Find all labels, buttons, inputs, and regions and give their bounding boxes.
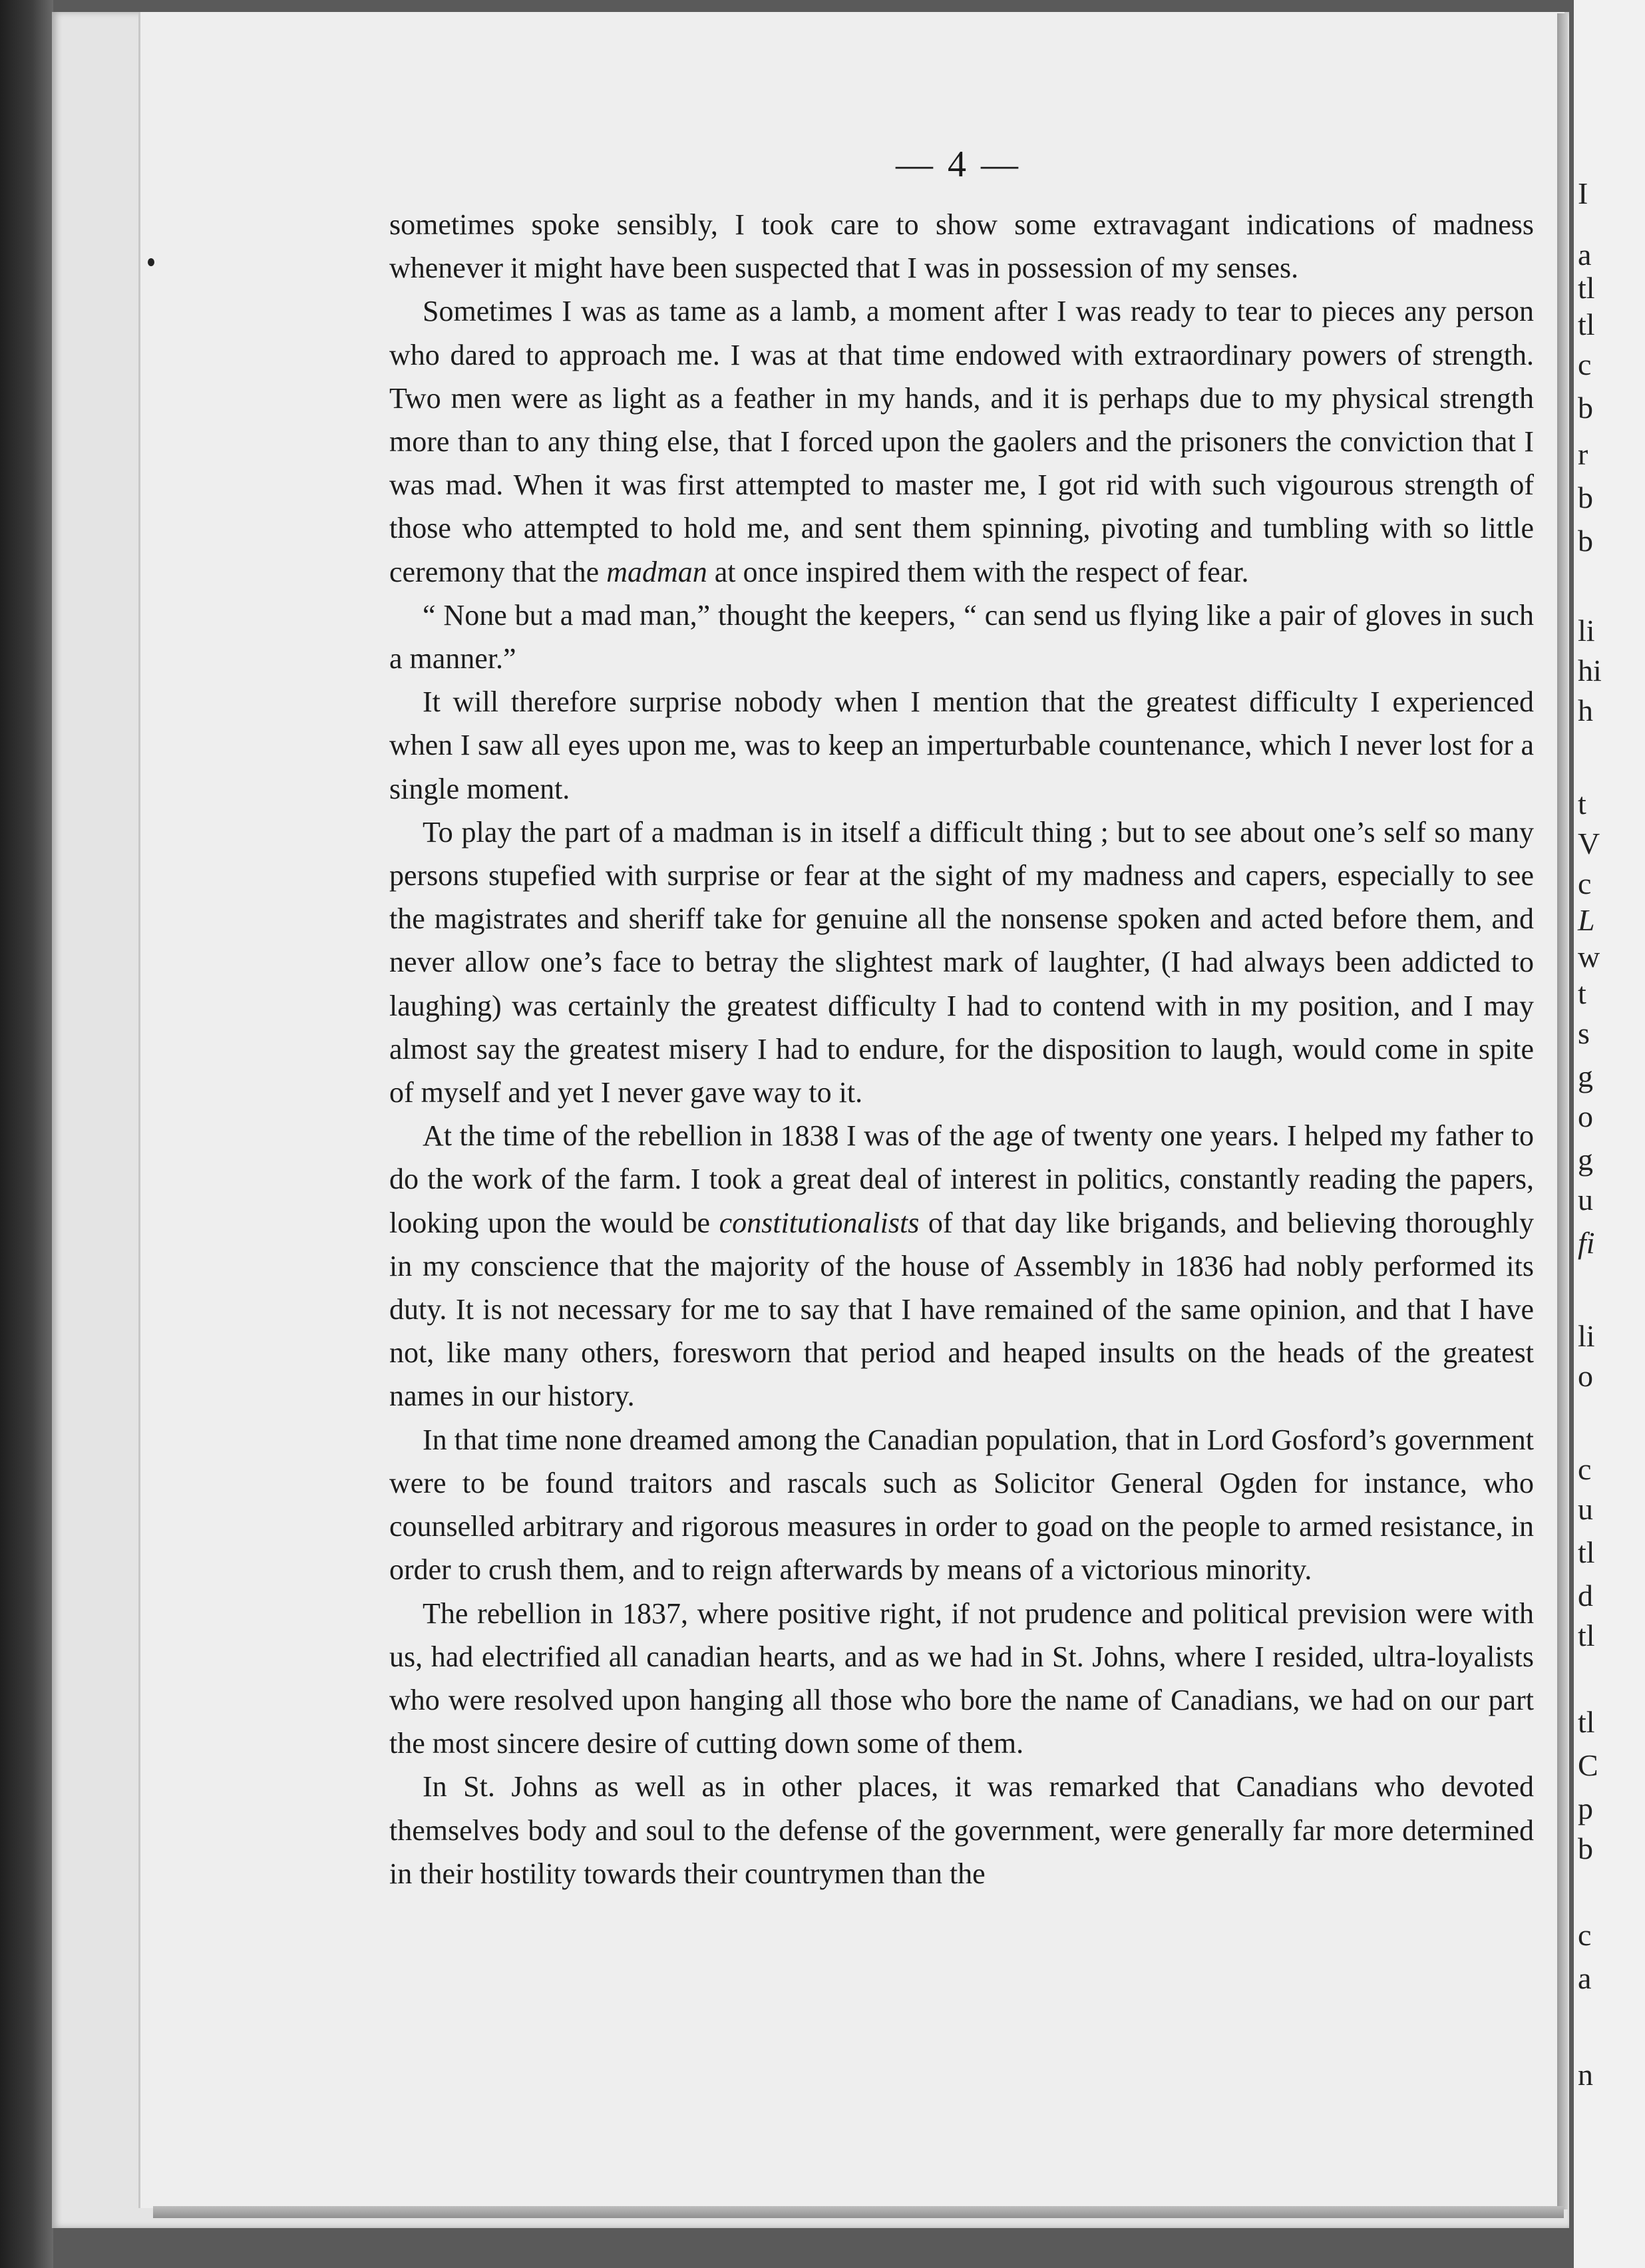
ink-speck (148, 258, 154, 266)
paragraph (389, 1765, 1534, 1895)
facing-page-letter: li (1578, 614, 1595, 648)
text-run: “ None but a mad man,” thought the keepers, “ can send us flying like a pair of gloves in such a manner.” (389, 598, 1534, 675)
facing-page-letter: C (1578, 1748, 1598, 1782)
facing-page-letter: o (1578, 1099, 1593, 1133)
text-run: of that day like brigands, and believing thoroughly in my conscience that the majority of the house of Assembly in 1836 had nobly performed its duty. It is not necessary for me to say that I have remained of the same opinion, and that I have not, like many others, foresworn that period and heaped insults on the heads of the greatest names in our history. (389, 1206, 1535, 1413)
facing-page-letter: h (1578, 693, 1593, 727)
paragraph (389, 811, 1534, 1114)
facing-page-letter: V (1578, 827, 1600, 860)
facing-page-letter: b (1578, 480, 1593, 514)
facing-page-letter: tl (1578, 307, 1595, 341)
paragraph (389, 680, 1534, 811)
facing-page-letter: t (1578, 976, 1586, 1010)
facing-page-letter: a (1578, 1961, 1592, 1995)
facing-page-letter: tl (1578, 1705, 1595, 1739)
facing-page-letter: c (1578, 1918, 1592, 1952)
paragraph (389, 289, 1534, 593)
facing-page-letter: c (1578, 347, 1592, 381)
paragraph (389, 1114, 1534, 1418)
facing-page-fragment (1574, 0, 1645, 2268)
facing-page-letter: tl (1578, 1618, 1595, 1652)
italic-text: constitutionalists (719, 1206, 920, 1239)
facing-page-letter: tl (1578, 271, 1595, 305)
facing-page-letter: g (1578, 1143, 1593, 1177)
text-run: To play the part of a madman is in itself a difficult thing ; but to see about one’s self so many persons stupefied with surprise or fear at the sight of my madness and capers, especially to see the magistrates and sheriff take for genuine all the nonsense spoken and acted before them, and never allow one’s face to betray the slightest mark of laughter, (I had always been addicted to laughing) was certainly the greatest difficulty I had to contend with in my position, and I may almost say the greatest misery I had to endure, for the disposition to laugh, would come in spite of myself and yet I never gave way to it. (389, 815, 1534, 1109)
facing-page-letter: b (1578, 391, 1593, 425)
facing-page-letter: L (1578, 903, 1595, 937)
facing-page-letter: p (1578, 1792, 1593, 1825)
text-run: sometimes spoke sensibly, I took care to show some extravagant indications of madness whenever it might have been suspected that I was in possession of my senses. (389, 208, 1534, 285)
facing-page-letter: u (1578, 1183, 1593, 1217)
paragraph (389, 1592, 1534, 1766)
page-bottom-edge (153, 2206, 1564, 2218)
paragraph (389, 1418, 1534, 1592)
text-run: Sometimes I was as tame as a lamb, a moment after I was ready to tear to pieces any person who dared to approach me. I was at that time endowed with extraordinary powers of strength. Two men were as light as a feather in my hands, and it is perhaps due to my physical strength more than to any thing else, that I forced upon the gaolers and the prisoners the conviction that I was mad. When it was first attempted to master me, I got rid with such vigourous strength of those who attempted to hold me, and sent them spinning, pivoting and tumbling with so little ceremony that the (389, 295, 1534, 588)
facing-page-letter: d (1578, 1579, 1593, 1612)
page-number: — 4 — (896, 144, 1021, 185)
facing-page-letter: g (1578, 1059, 1593, 1093)
facing-page-letter: u (1578, 1492, 1593, 1526)
text-run: It will therefore surprise nobody when I mention that the greatest difficulty I experienced when I saw all eyes upon me, was to keep an imperturbable countenance, which I never lost for a single moment. (389, 685, 1534, 805)
facing-page-letter: n (1578, 2058, 1593, 2092)
facing-page-letter: c (1578, 1452, 1592, 1486)
text-run: at once inspired them with the respect of fear. (707, 555, 1249, 588)
text-run: In that time none dreamed among the Canadian population, that in Lord Gosford’s government were to be found traitors and rascals such as Solicitor General Ogden for instance, who counselled arbitrary and rigorous measures in order to goad on the people to armed resistance, in order to crush them, and to reign afterwards by means of a victorious minority. (389, 1423, 1534, 1587)
scan-edge-left (0, 0, 53, 2268)
facing-page-letter: a (1578, 238, 1592, 272)
facing-page-letter: c (1578, 866, 1592, 900)
facing-page-letter: b (1578, 524, 1593, 558)
text-run: The rebellion in 1837, where positive right, if not prudence and political prevision were with us, had electrified all canadian hearts, and as we had in St. Johns, where I resided, ultra-loyalists who were resolved upon hanging all those who bore the name of Canadians, we had on our part the most sincere desire of cutting down some of them. (389, 1597, 1534, 1760)
facing-page-letter: s (1578, 1016, 1590, 1050)
paragraph (389, 594, 1534, 680)
paragraph (389, 203, 1534, 289)
facing-page-letter: t (1578, 787, 1586, 821)
facing-page-letter: I (1578, 176, 1588, 210)
facing-page-letter: fi (1578, 1226, 1595, 1260)
facing-page-letter: r (1578, 437, 1588, 471)
facing-page-letter: hi (1578, 654, 1602, 687)
text-run: In St. Johns as well as in other places, it was remarked that Canadians who devoted themselves body and soul to the defense of the government, were generally far more determined in their hostility towards their countrymen than the (389, 1770, 1534, 1890)
body-text (389, 203, 1534, 1895)
facing-page-letter: b (1578, 1831, 1593, 1865)
italic-text: madman (606, 555, 707, 588)
facing-page-letter: tl (1578, 1535, 1595, 1569)
page-fold-shadow (1557, 13, 1568, 2209)
text-run: At the time of the rebellion in 1838 I was of the age of twenty one years. I helped my father to do the work of the farm. I took a great deal of interest in politics, constantly reading the papers, looking upon the would be (389, 1119, 1534, 1239)
facing-page-letter: w (1578, 940, 1600, 974)
facing-page-letter: o (1578, 1359, 1593, 1393)
facing-page-letter: li (1578, 1319, 1595, 1353)
